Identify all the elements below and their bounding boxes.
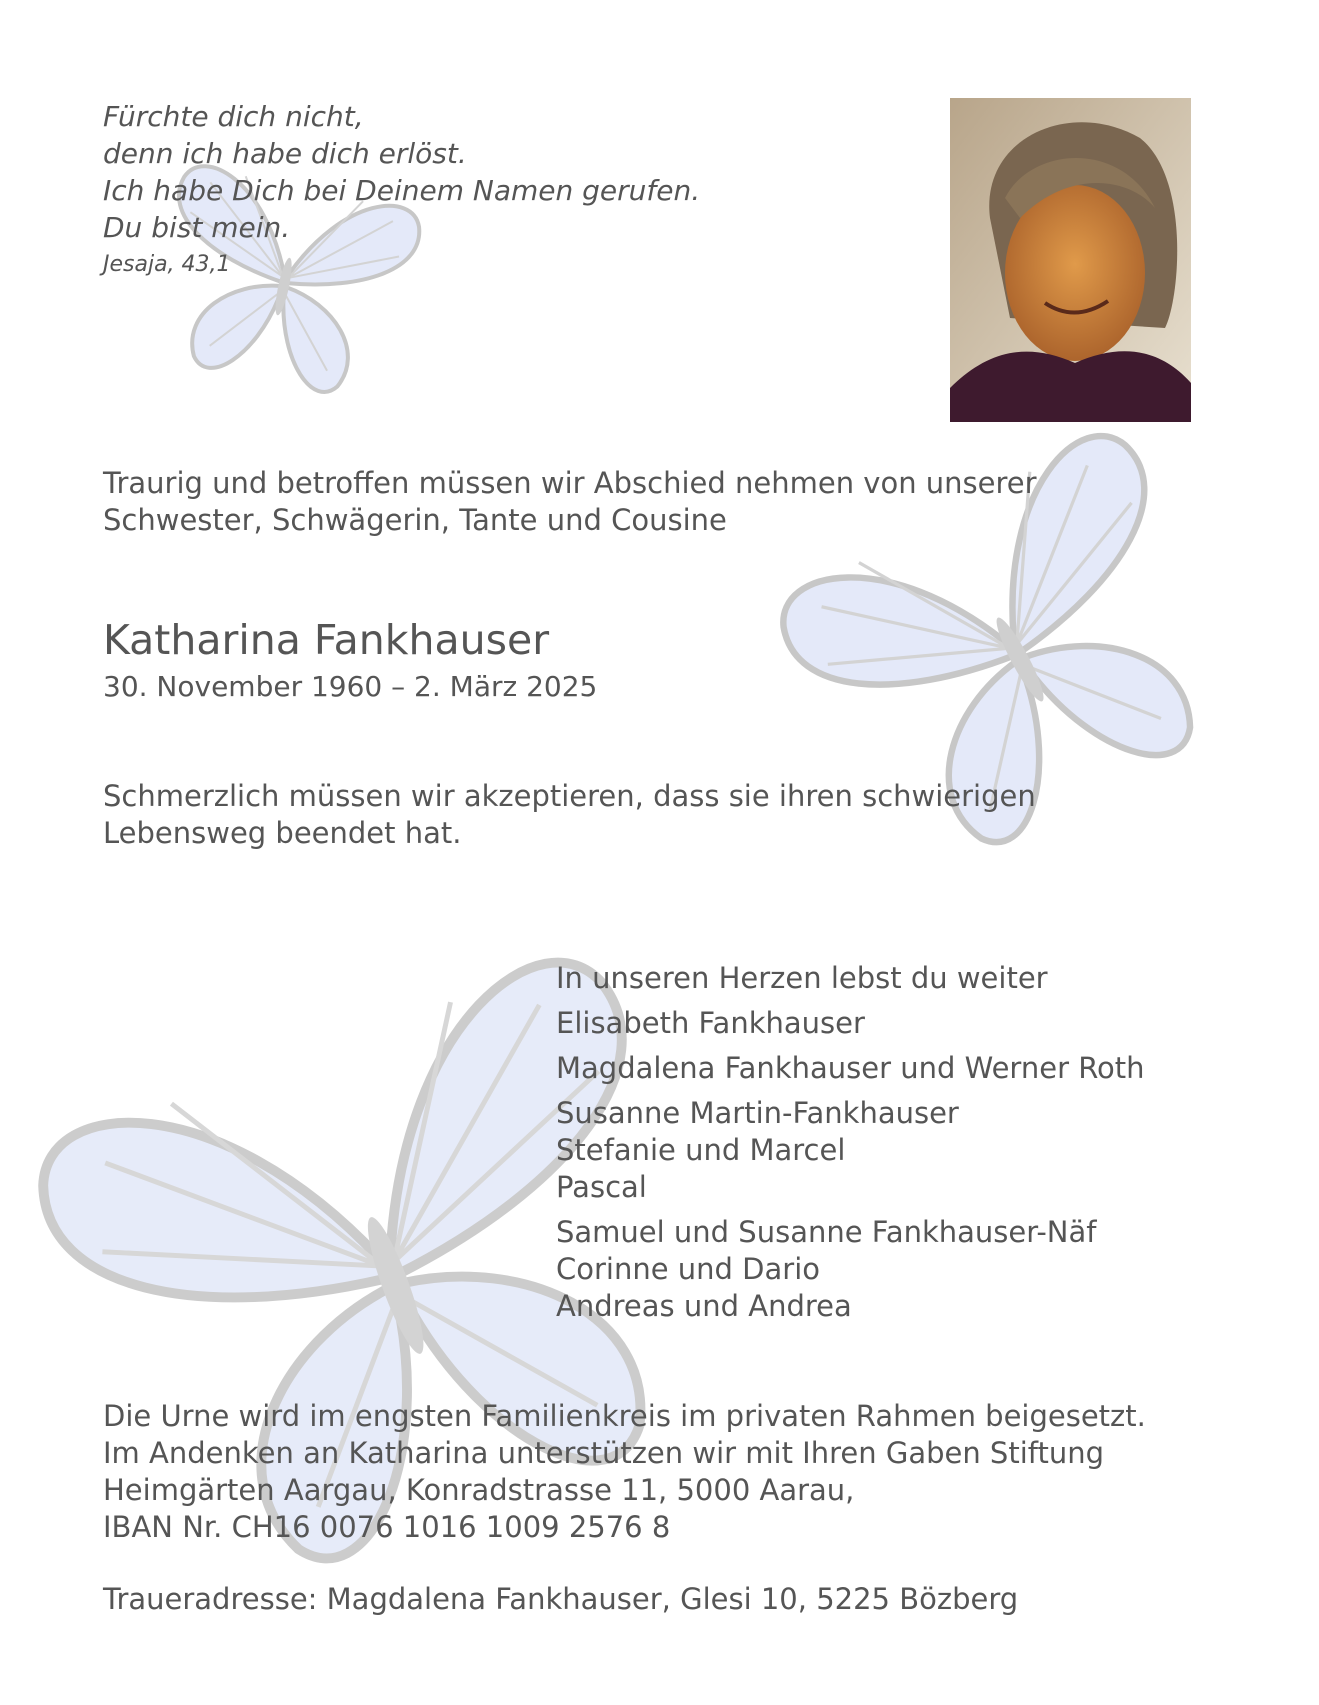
mourner-name: Magdalena Fankhauser und Werner Roth: [556, 1051, 1145, 1085]
mourner-name: Andreas und Andrea: [556, 1289, 852, 1323]
life-dates: 30. November 1960 – 2. März 2025: [103, 670, 598, 703]
verse-line: denn ich habe dich erlöst.: [103, 137, 467, 170]
mourner-group: [556, 1214, 1145, 1325]
mourners-list: [556, 960, 1145, 1333]
verse-line: Fürchte dich nicht,: [103, 100, 364, 133]
mourner-name: Pascal: [556, 1170, 647, 1204]
funeral-notice: [103, 1398, 1146, 1546]
intro-text: [103, 465, 1037, 539]
portrait-photo: [950, 98, 1191, 422]
mourner-name: Susanne Martin-Fankhauser: [556, 1096, 959, 1130]
notice-line: Die Urne wird im engsten Familienkreis im privaten Rahmen beigesetzt.: [103, 1399, 1146, 1433]
verse-reference: Jesaja, 43,1: [103, 252, 231, 277]
bible-verse: [103, 98, 700, 246]
statement-text: [103, 778, 1036, 852]
verse-line: Ich habe Dich bei Deinem Namen gerufen.: [103, 174, 701, 207]
mourner-name: Elisabeth Fankhauser: [556, 1006, 865, 1040]
intro-line: Schwester, Schwägerin, Tante und Cousine: [103, 503, 727, 537]
mourner-name: Corinne und Dario: [556, 1252, 821, 1286]
mourner-name: Stefanie und Marcel: [556, 1133, 846, 1167]
notice-line: Heimgärten Aargau, Konradstrasse 11, 5000 Aarau,: [103, 1473, 855, 1507]
mourner-group: [556, 1095, 1145, 1206]
notice-line: Im Andenken an Katharina unterstützen wir mit Ihren Gaben Stiftung: [103, 1436, 1105, 1470]
mourner-group: [556, 1050, 1145, 1087]
mourner-name: Samuel und Susanne Fankhauser-Näf: [556, 1215, 1097, 1249]
verse-line: Du bist mein.: [103, 211, 291, 244]
intro-line: Traurig und betroffen müssen wir Abschied nehmen von unserer: [103, 466, 1037, 500]
mourner-group: [556, 1005, 1145, 1042]
statement-line: Schmerzlich müssen wir akzeptieren, dass sie ihren schwierigen: [103, 779, 1036, 813]
mourning-address: Traueradresse: Magdalena Fankhauser, Glesi 10, 5225 Bözberg: [103, 1582, 1019, 1616]
mourners-heading: In unseren Herzen lebst du weiter: [556, 961, 1048, 995]
statement-line: Lebensweg beendet hat.: [103, 816, 462, 850]
deceased-name: Katharina Fankhauser: [103, 616, 550, 664]
notice-line: IBAN Nr. CH16 0076 1016 1009 2576 8: [103, 1510, 671, 1544]
